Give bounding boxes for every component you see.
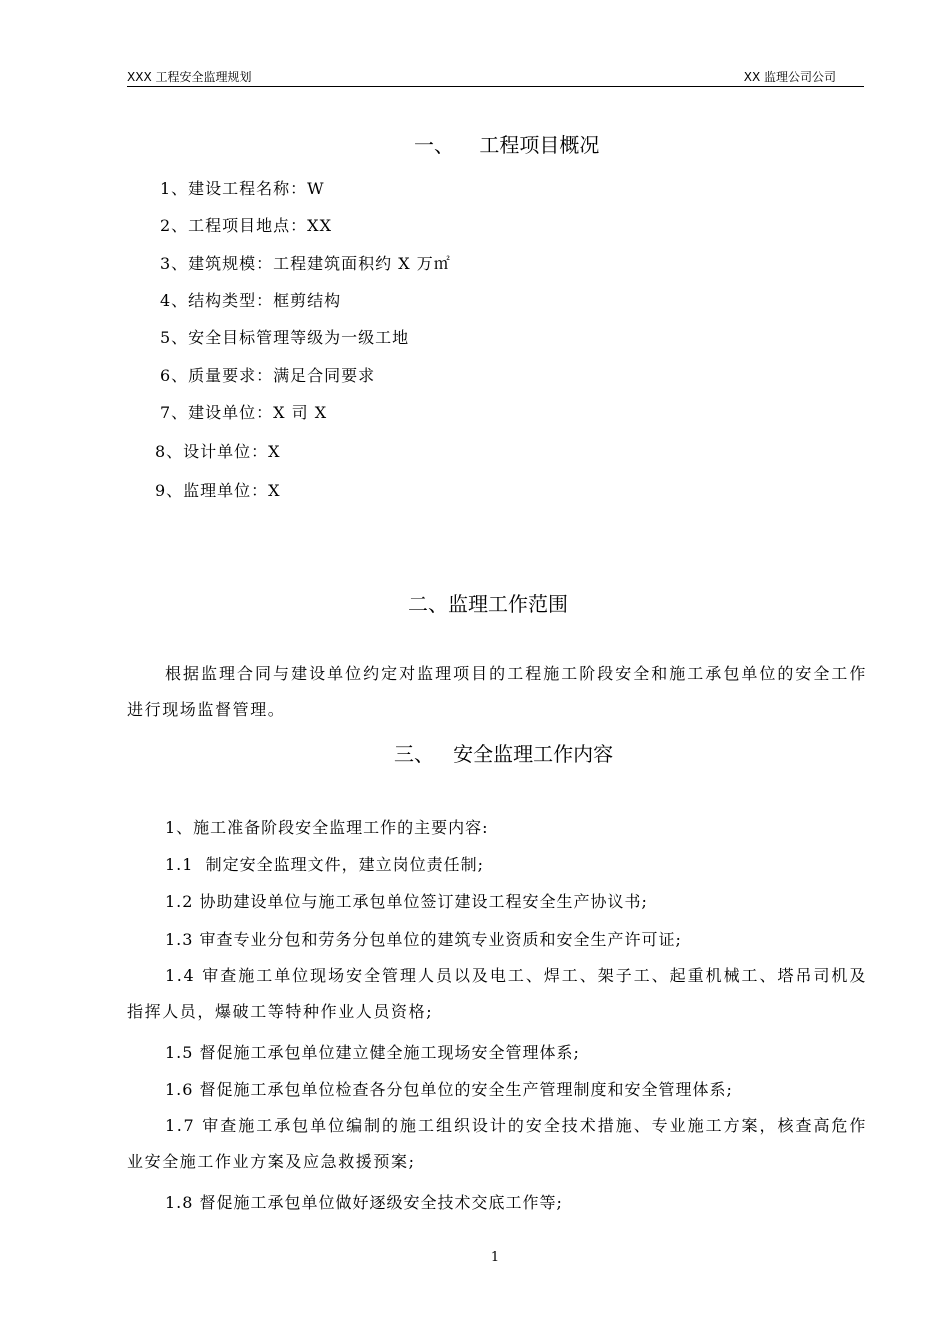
header-document-title: XXX 工程安全监理规划 [127,70,252,84]
project-info-item: 5、安全目标管理等级为一级工地 [160,328,410,347]
work-content-item: 1.1 制定安全监理文件，建立岗位责任制; [165,855,485,874]
project-info-item: 6、质量要求：满足合同要求 [160,366,376,385]
section3-title: 三、 安全监理工作内容 [394,742,614,766]
section2-title: 二、监理工作范围 [408,592,568,616]
work-content-item: 1.6 督促施工承包单位检查各分包单位的安全生产管理制度和安全管理体系; [165,1080,733,1099]
page-number: 1 [490,1250,500,1265]
work-content-item: 1.5 督促施工承包单位建立健全施工现场安全管理体系; [165,1043,580,1062]
work-content-item: 1.3 审查专业分包和劳务分包单位的建筑专业资质和安全生产许可证; [165,930,682,949]
work-content-intro: 1、施工准备阶段安全监理工作的主要内容: [165,818,489,837]
work-content-item: 1.4 审查施工单位现场安全管理人员以及电工、焊工、架子工、起重机械工、塔吊司机及指挥人员，爆破工等特种作业人员资格; [127,966,867,1021]
project-info-item: 8、设计单位：X [155,442,281,461]
project-info-item: 3、建筑规模：工程建筑面积约 X 万㎡ [160,254,451,273]
header-company-name: XX 监理公司公司 [743,70,836,84]
project-info-item: 9、监理单位：X [155,481,281,500]
project-info-item: 4、结构类型：框剪结构 [160,291,342,310]
project-info-item: 1、建设工程名称：W [160,179,325,198]
project-info-item: 2、工程项目地点：XX [160,216,332,235]
work-content-item: 1.2 协助建设单位与施工承包单位签订建设工程安全生产协议书; [165,892,648,911]
work-content-item: 1.8 督促施工承包单位做好逐级安全技术交底工作等; [165,1193,563,1212]
section1-title: 一、 工程项目概况 [414,133,600,157]
work-content-item: 1.7 审查施工承包单位编制的施工组织设计的安全技术措施、专业施工方案，核查高危作业安全施工作业方案及应急救援预案; [127,1116,867,1171]
scope-paragraph: 根据监理合同与建设单位约定对监理项目的工程施工阶段安全和施工承包单位的安全工作进行现场监督管理。 [127,664,867,719]
page-header [127,66,864,87]
project-info-item: 7、建设单位：X 司 X [160,403,328,422]
